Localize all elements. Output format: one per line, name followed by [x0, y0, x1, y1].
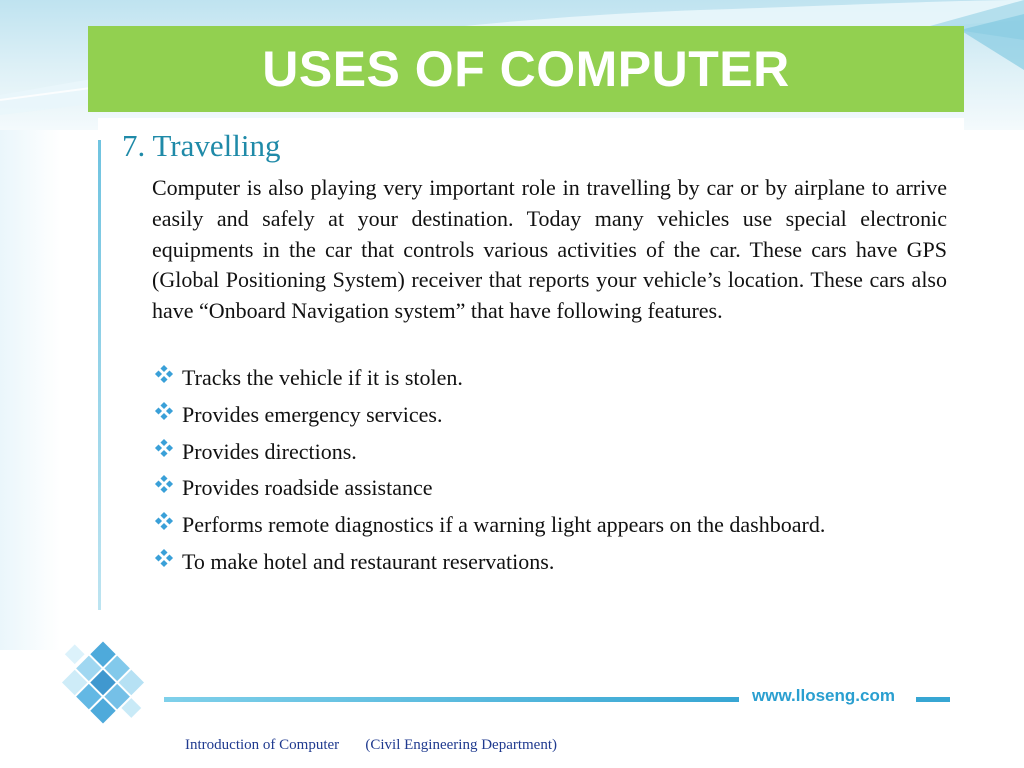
list-item: [152, 363, 947, 394]
list-item-text: Provides directions.: [182, 438, 357, 464]
background-left-strip: [0, 130, 60, 650]
diamond-bullet-icon: [154, 401, 174, 421]
list-item: [152, 510, 947, 541]
list-item-text: Provides emergency services.: [182, 401, 443, 427]
body-paragraph: Computer is also playing very important role in travelling by car or by airplane to arrive easily and safely at your destination. Today many vehicles use special electronic equipments in the car that controls various activities of the car. These cars have GPS (Global Positioning System) receiver that reports your vehicle’s location. These cars also have “Onboard Navigation system” that have following features.: [152, 175, 947, 324]
footer-text: Introduction of Computer (Civil Engineering Department): [185, 737, 557, 753]
website-url: www.lloseng.com: [752, 686, 895, 705]
list-item-text: Tracks the vehicle if it is stolen.: [182, 365, 463, 390]
diamond-bullet-icon: [154, 438, 174, 458]
diamond-bullet-icon: [154, 548, 174, 568]
list-item: [152, 437, 947, 468]
bottom-rule-right: [916, 697, 950, 702]
mosaic-tiles-icon: [28, 626, 178, 756]
title-bar: [88, 26, 964, 112]
diamond-bullet-icon: [154, 511, 174, 531]
list-item: [152, 400, 947, 431]
list-item-text: Performs remote diagnostics if a warning light appears on the dashboard.: [182, 512, 826, 538]
section-heading: 7. Travelling: [122, 128, 281, 163]
accent-line: [98, 140, 101, 610]
feature-list: [152, 363, 947, 584]
list-item-text: Provides roadside assistance: [182, 475, 433, 501]
list-item: [152, 547, 947, 578]
diamond-bullet-icon: [154, 474, 174, 494]
diamond-bullet-icon: [154, 364, 174, 384]
list-item: [152, 473, 947, 504]
bottom-rule: [164, 697, 739, 702]
list-item-text: To make hotel and restaurant reservations.: [182, 548, 555, 574]
slide-title: USES OF COMPUTER: [262, 41, 790, 97]
